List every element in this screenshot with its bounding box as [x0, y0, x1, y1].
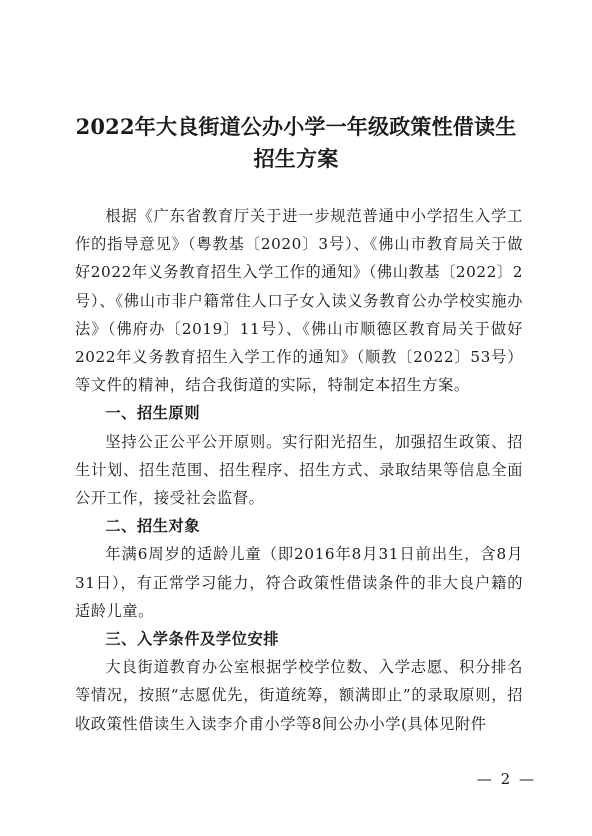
section-3-heading: 三、入学条件及学位安排 — [105, 630, 280, 649]
page-number: — 2 — — [476, 770, 536, 788]
section-3-paragraph: 大良街道教育办公室根据学校学位数、入学志愿、积分排名等情况，按照“志愿优先，街道统筹，额满即止”的录取原则，招收政策性借读生入读李介甫小学等8间公办小学(具体见附件 — [75, 658, 523, 733]
section-1-paragraph: 坚持公正公平公开原则。实行阳光招生，加强招生政策、招生计划、招生范围、招生程序、招生方式、录取结果等信息全面公开工作，接受社会监督。 — [75, 432, 523, 508]
document-title-line-2: 招生方案 — [253, 146, 339, 171]
document-title-line-1: 2022年大良街道公办小学一年级政策性借读生 — [75, 114, 517, 139]
section-2-paragraph: 年满6周岁的适龄儿童（即2016年8月31日前出生，含8月31日），有正常学习能力，符合政策性借读条件的非大良户籍的适龄儿童。 — [75, 545, 523, 620]
intro-paragraph: 根据《广东省教育厅关于进一步规范普通中小学招生入学工作的指导意见》（粤教基〔2020〕3号）、《佛山市教育局关于做好2022年义务教育招生入学工作的通知》（佛山教基〔2022〕2号）、《佛山市非户籍常住人口子女入读义务教育公办学校实施办法》（佛府办〔2019〕11号）、《佛山市顺德区教育局关于做好2022年义务教育招生入学工作的通知》（顺教〔2022〕53号）等文件的精神，结合我街道的实际，特制定本招生方案。 — [75, 207, 523, 395]
section-2-heading: 二、招生对象 — [105, 517, 201, 536]
section-1-heading: 一、招生原则 — [105, 404, 201, 423]
document-body — [75, 202, 523, 738]
